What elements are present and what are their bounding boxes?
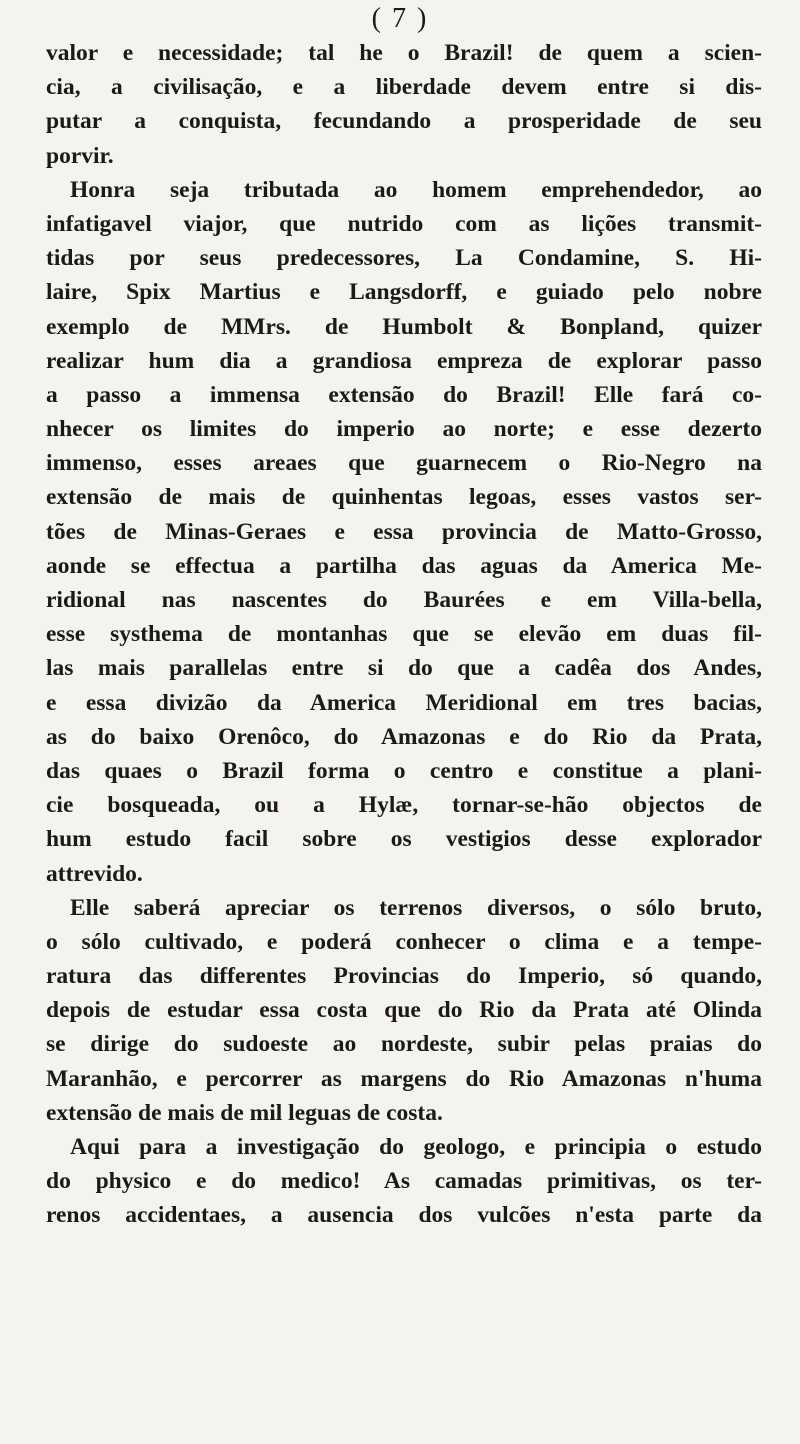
text-line: ridional nas nascentes do Baurées e em Villa-bella, (46, 587, 762, 613)
text-line: Maranhão, e percorrer as margens do Rio Amazonas n'huma (46, 1065, 762, 1092)
text-line: extensão de mais de quinhentas legoas, esses vastos ser- (46, 484, 762, 511)
text-line: se dirige do sudoeste ao nordeste, subir pelas praias do (46, 1031, 762, 1058)
paragraph-start-line: Elle saberá apreciar os terrenos diversos, o sólo bruto, (70, 894, 762, 921)
text-line: infatigavel viajor, que nutrido com as lições transmit- (46, 210, 762, 237)
text-line: realizar hum dia a grandiosa empreza de explorar passo (46, 347, 762, 374)
page-number: ( 7 ) (371, 3, 429, 34)
paragraph-start-line: Aqui para a investigação do geologo, e principia o estudo (70, 1134, 762, 1160)
text-line: immenso, esses areaes que guarnecem o Rio-Negro na (46, 450, 762, 477)
text-line: depois de estudar essa costa que do Rio da Prata até Olinda (46, 997, 762, 1024)
paragraph-end-line: extensão de mais de mil leguas de costa. (46, 1099, 443, 1126)
text-line: putar a conquista, fecundando a prosperidade de seu (46, 108, 762, 135)
body-text (46, 36, 762, 1233)
paragraph-end-line: attrevido. (46, 860, 143, 887)
text-line: hum estudo facil sobre os vestigios desse explorador (46, 826, 762, 853)
text-line: las mais parallelas entre si do que a cadêa dos Andes, (46, 655, 762, 682)
text-line: ratura das differentes Provincias do Imperio, só quando, (46, 963, 762, 990)
text-line: tões de Minas-Geraes e essa provincia de Matto-Grosso, (46, 518, 762, 545)
text-line: cia, a civilisação, e a liberdade devem entre si dis- (46, 74, 762, 101)
text-line: a passo a immensa extensão do Brazil! Elle fará co- (46, 381, 762, 408)
text-line: nhecer os limites do imperio ao norte; e esse dezerto (46, 416, 762, 443)
text-line: das quaes o Brazil forma o centro e constitue a plani- (46, 757, 762, 784)
paragraph-end-line: porvir. (46, 142, 114, 169)
text-line: aonde se effectua a partilha das aguas da America Me- (46, 552, 762, 579)
text-line: as do baixo Orenôco, do Amazonas e do Rio da Prata, (46, 723, 762, 750)
text-line: cie bosqueada, ou a Hylæ, tornar-se-hão objectos de (46, 792, 762, 819)
text-line: renos accidentaes, a ausencia dos vulcões n'esta parte da (46, 1202, 762, 1229)
text-line: esse systhema de montanhas que se elevão em duas fil- (46, 621, 762, 648)
text-line: o sólo cultivado, e poderá conhecer o clima e a tempe- (46, 928, 762, 955)
text-line: e essa divizão da America Meridional em tres bacias, (46, 689, 762, 716)
text-line: laire, Spix Martius e Langsdorff, e guiado pelo nobre (46, 279, 762, 306)
text-line: do physico e do medico! As camadas primitivas, os ter- (46, 1168, 762, 1195)
text-line: valor e necessidade; tal he o Brazil! de quem a scien- (46, 40, 762, 66)
text-line: tidas por seus predecessores, La Condamine, S. Hi- (46, 245, 762, 272)
text-line: exemplo de MMrs. de Humbolt & Bonpland, quizer (46, 313, 762, 340)
paragraph-start-line: Honra seja tributada ao homem emprehendedor, ao (70, 176, 762, 203)
